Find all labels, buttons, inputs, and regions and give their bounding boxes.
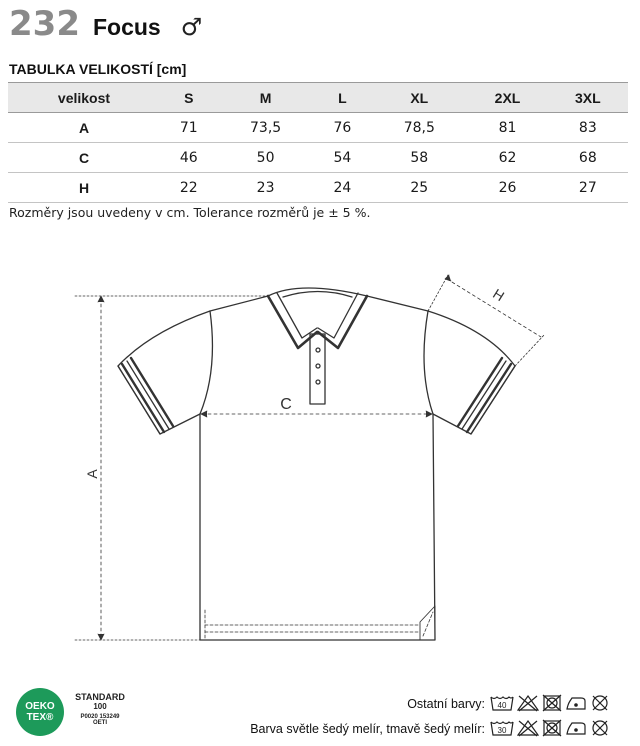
left-sleeve-cuff bbox=[118, 358, 173, 434]
oeko-text: OEKO bbox=[25, 701, 55, 712]
label-a: A bbox=[84, 469, 100, 479]
column-header: 3XL bbox=[548, 83, 628, 113]
table-cell: 76 bbox=[314, 113, 372, 143]
table-cell: 23 bbox=[218, 173, 314, 203]
no-bleach-icon bbox=[517, 694, 539, 712]
shirt-outline bbox=[118, 296, 515, 640]
size-table-header-row bbox=[8, 83, 628, 113]
standard-100-label bbox=[72, 692, 128, 726]
certificate-number: P0020 153249 bbox=[80, 714, 120, 720]
product-name: Focus bbox=[92, 14, 161, 40]
care-icons-row-2 bbox=[490, 719, 610, 737]
tex-text: TEX® bbox=[26, 712, 54, 723]
table-cell: 27 bbox=[548, 173, 628, 203]
no-dry-clean-icon bbox=[590, 694, 610, 712]
table-cell: 73,5 bbox=[218, 113, 314, 143]
size-table-title: TABULKA VELIKOSTÍ [cm] bbox=[9, 61, 187, 77]
table-row bbox=[8, 173, 628, 203]
no-tumble-dry-icon bbox=[542, 719, 562, 737]
table-cell: 81 bbox=[467, 113, 547, 143]
iron-icon bbox=[565, 719, 587, 737]
column-header: M bbox=[218, 83, 314, 113]
male-icon: ♂ bbox=[180, 13, 203, 41]
tolerance-note: Rozměry jsou uvedeny v cm. Tolerance rozměrů je ± 5 %. bbox=[9, 205, 371, 220]
table-cell: 26 bbox=[467, 173, 547, 203]
right-armhole-seam bbox=[424, 311, 433, 414]
placket bbox=[310, 334, 325, 404]
label-h: H bbox=[490, 285, 508, 305]
table-row bbox=[8, 113, 628, 143]
table-row bbox=[8, 143, 628, 173]
table-cell: 68 bbox=[548, 143, 628, 173]
care-label-grey-melange: Barva světle šedý melír, tmavě šedý melír: bbox=[250, 722, 485, 736]
size-table bbox=[8, 82, 628, 203]
table-cell: 22 bbox=[160, 173, 218, 203]
left-armhole-seam bbox=[200, 311, 212, 414]
measurement-c bbox=[201, 411, 432, 417]
product-code: 232 bbox=[9, 4, 80, 44]
table-cell: 83 bbox=[548, 113, 628, 143]
table-cell: 78,5 bbox=[371, 113, 467, 143]
table-cell: 71 bbox=[160, 113, 218, 143]
table-cell: 50 bbox=[218, 143, 314, 173]
svg-text:40: 40 bbox=[497, 701, 507, 710]
hem bbox=[205, 606, 435, 640]
row-label: A bbox=[8, 113, 160, 143]
table-cell: 46 bbox=[160, 143, 218, 173]
row-label: H bbox=[8, 173, 160, 203]
measurement-h bbox=[428, 275, 545, 366]
oeko-tex-logo bbox=[16, 688, 64, 736]
no-bleach-icon bbox=[517, 719, 539, 737]
label-c: C bbox=[280, 396, 292, 413]
column-header: 2XL bbox=[467, 83, 547, 113]
institute-name: OETI bbox=[92, 720, 107, 726]
measurement-a bbox=[75, 296, 268, 640]
column-header: XL bbox=[371, 83, 467, 113]
iron-icon bbox=[565, 694, 587, 712]
svg-text:30: 30 bbox=[497, 726, 507, 735]
care-icons-row-1 bbox=[490, 694, 610, 712]
wash-icon bbox=[490, 694, 514, 712]
column-header: S bbox=[160, 83, 218, 113]
table-cell: 58 bbox=[371, 143, 467, 173]
column-header: L bbox=[314, 83, 372, 113]
no-tumble-dry-icon bbox=[542, 694, 562, 712]
product-header bbox=[9, 4, 202, 44]
standard-text: STANDARD bbox=[75, 692, 125, 702]
no-dry-clean-icon bbox=[590, 719, 610, 737]
polo-shirt-diagram bbox=[0, 230, 640, 650]
right-sleeve-cuff bbox=[458, 358, 515, 434]
standard-number: 100 bbox=[93, 702, 107, 711]
collar bbox=[268, 288, 367, 348]
table-cell: 62 bbox=[467, 143, 547, 173]
care-label-other-colors: Ostatní barvy: bbox=[407, 697, 485, 711]
wash-icon bbox=[490, 719, 514, 737]
table-cell: 25 bbox=[371, 173, 467, 203]
column-header: velikost bbox=[8, 83, 160, 113]
table-cell: 24 bbox=[314, 173, 372, 203]
row-label: C bbox=[8, 143, 160, 173]
table-cell: 54 bbox=[314, 143, 372, 173]
